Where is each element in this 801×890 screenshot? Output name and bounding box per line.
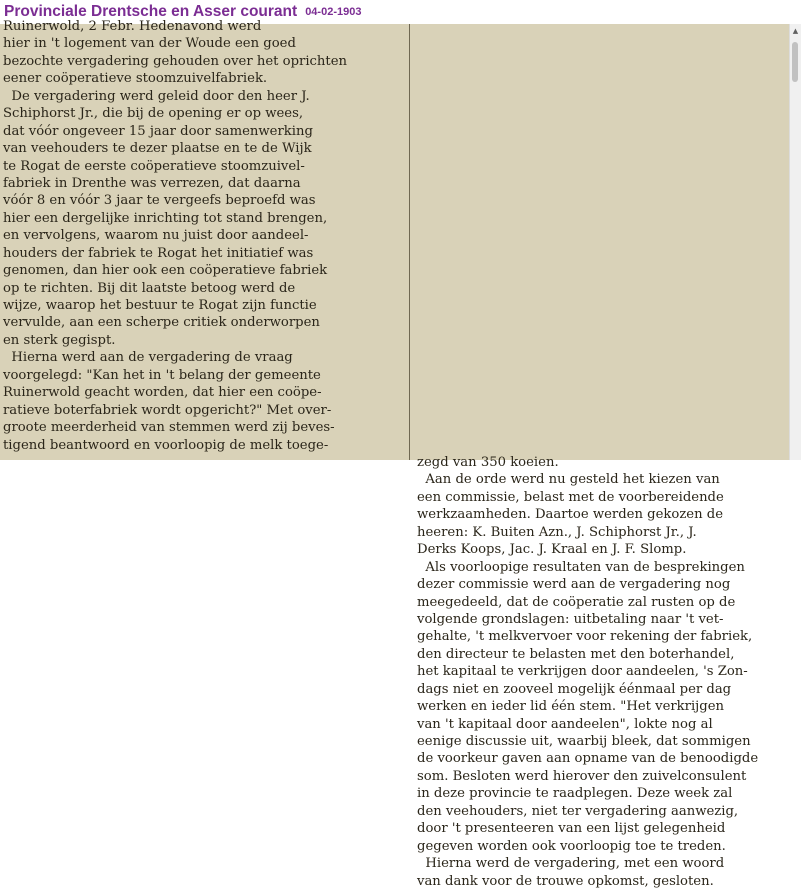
article-line: Aan de orde werd nu gesteld het kiezen van	[417, 472, 720, 488]
article-line: werkzaamheden. Daartoe werden gekozen de	[417, 507, 724, 523]
article-line: Ruinerwold geacht worden, dat hier een coöpe-	[3, 385, 322, 401]
scrollbar-thumb[interactable]	[792, 42, 798, 82]
article-left-column	[3, 18, 403, 454]
article-line: houders der fabriek te Rogat het initiatief was	[3, 245, 314, 261]
article-line: genomen, dan hier ook een coöperatieve fabriek	[3, 263, 328, 279]
article-line: eener coöperatieve stoomzuivelfabriek.	[3, 71, 268, 87]
article-line: dat vóór ongeveer 15 jaar door samenwerking	[3, 123, 313, 139]
article-line: den veehouders, niet ter vergadering aanwezig,	[417, 803, 739, 819]
publication-date: 04-02-1903	[305, 6, 362, 18]
publication-title: Provinciale Drentsche en Asser courant	[4, 3, 298, 20]
article-line: Hierna werd aan de vergadering de vraag	[3, 350, 293, 366]
article-line: dags niet en zooveel mogelijk éénmaal per dag	[417, 681, 732, 697]
article-line: vervulde, aan een scherpe critiek onderworpen	[3, 315, 320, 331]
article-line: het kapitaal te verkrijgen door aandeelen, 's Zon-	[417, 664, 748, 680]
article-line: Ruinerwold, 2 Febr. Hedenavond werd	[3, 19, 262, 34]
article-line: werken en ieder lid één stem. "Het verkrijgen	[417, 699, 725, 715]
article-line: den directeur te belasten met den boterhandel,	[417, 646, 735, 662]
article-line: zegd van 350 koeien.	[417, 455, 559, 470]
article-line: de voorkeur gaven aan opname van de benoodigde	[417, 751, 759, 767]
newspaper-clipping	[0, 19, 789, 889]
article-line: te Rogat de eerste coöperatieve stoomzuivel-	[3, 158, 305, 174]
article-line: van veehouders te dezer plaatse en te de Wijk	[3, 141, 312, 157]
article-line: vóór 8 en vóór 3 jaar te vergeefs beproefd was	[3, 193, 316, 209]
article-line: Hierna werd de vergadering, met een woord	[417, 856, 725, 872]
article-line: een commissie, belast met de voorbereidende	[417, 489, 724, 505]
article-line: gehalte, 't melkvervoer voor rekening der fabriek,	[417, 629, 753, 645]
article-line: van dank voor de trouwe opkomst, gesloten.	[417, 873, 714, 889]
article-line: en vervolgens, waarom nu juist door aandeel-	[3, 228, 309, 244]
vertical-scrollbar[interactable]	[789, 24, 801, 460]
article-line: tigend beantwoord en voorloopig de melk toege-	[3, 437, 329, 453]
article-line: volgende grondslagen: uitbetaling naar 't vet-	[417, 611, 724, 627]
article-line: wijze, waarop het bestuur te Rogat zijn functie	[3, 298, 317, 313]
article-line: fabriek in Drenthe was verrezen, dat daarna	[3, 175, 301, 191]
article-line: ratieve boterfabriek wordt opgericht?" Met over-	[3, 402, 332, 418]
article-line: op te richten. Bij dit laatste betoog werd de	[3, 280, 296, 296]
article-line: in deze provincie te raadplegen. Deze week zal	[417, 786, 733, 802]
article-line: voorgelegd: "Kan het in 't belang der gemeente	[3, 367, 321, 383]
article-line: meegedeeld, dat de coöperatie zal rusten op de	[417, 594, 736, 610]
article-line: door 't presenteeren van een lijst gelegenheid	[417, 821, 726, 837]
article-line: en sterk gegispt.	[3, 332, 116, 348]
article-right-column	[417, 454, 783, 890]
article-line: Derks Koops, Jac. J. Kraal en J. F. Slomp.	[417, 542, 687, 558]
scroll-up-icon[interactable]: ▲	[792, 27, 799, 35]
article-line: groote meerderheid van stemmen werd zij beves-	[3, 420, 335, 436]
article-line: De vergadering werd geleid door den heer J.	[3, 88, 310, 104]
article-line: hier in 't logement van der Woude een goed	[3, 36, 296, 52]
article-line: eenige discussie uit, waarbij bleek, dat sommigen	[417, 734, 751, 749]
column-divider	[409, 24, 410, 460]
article-line: gegeven worden ook voorloopig toe te treden.	[417, 838, 726, 854]
article-line: heeren: K. Buiten Azn., J. Schiphorst Jr., J.	[417, 524, 697, 540]
article-line: van 't kapitaal door aandeelen", lokte nog al	[417, 716, 713, 732]
article-line: som. Besloten werd hierover den zuivelconsulent	[417, 768, 747, 784]
article-line: hier een dergelijke inrichting tot stand brengen,	[3, 210, 328, 226]
article-line: bezochte vergadering gehouden over het oprichten	[3, 53, 348, 69]
article-line: Schiphorst Jr., die bij de opening er op wees,	[3, 106, 304, 122]
article-line: dezer commissie werd aan de vergadering nog	[417, 577, 731, 593]
article-line: Als voorloopige resultaten van de besprekingen	[417, 559, 745, 575]
